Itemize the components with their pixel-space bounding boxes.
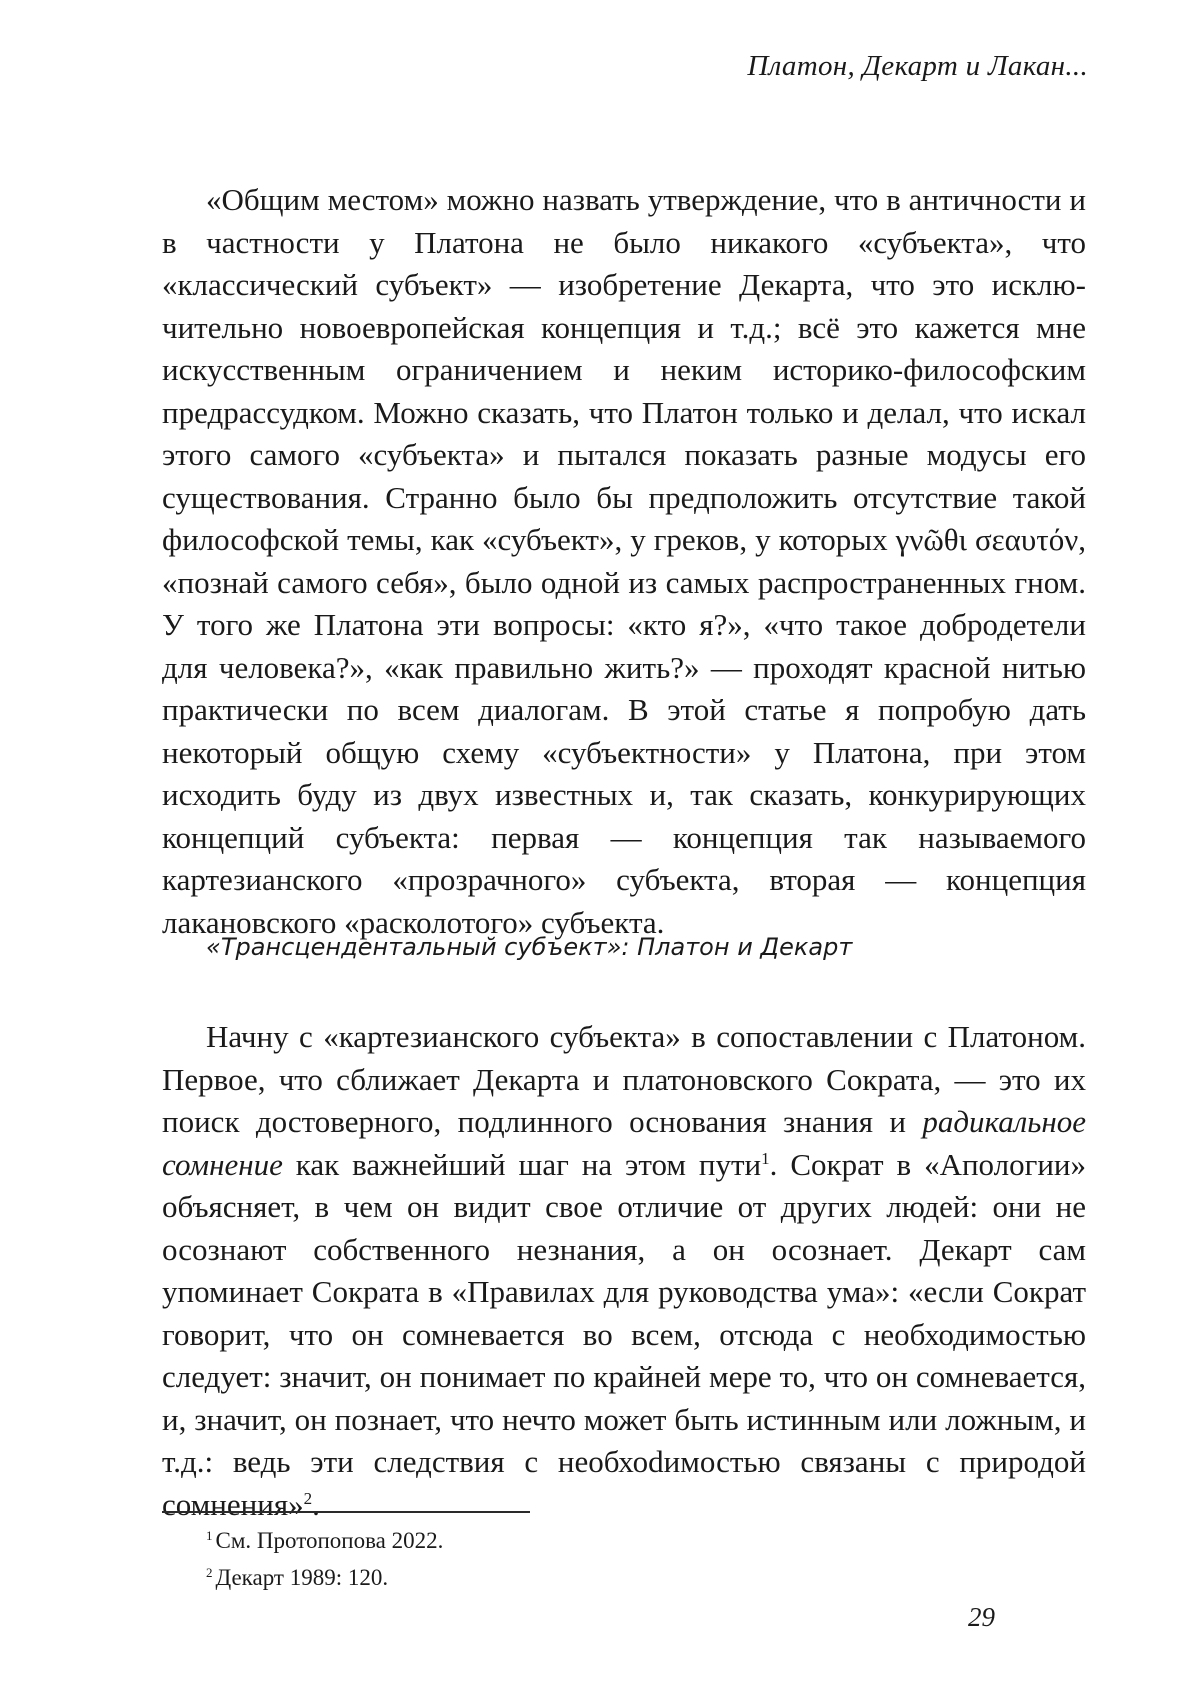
paragraph-text — [162, 1016, 1086, 1526]
footnote-mark: 1 — [206, 1528, 213, 1543]
paragraph-text-part: как важнейший шаг на этом пути — [282, 1146, 762, 1182]
page-number: 29 — [968, 1602, 995, 1632]
paragraph-text-part: . — [312, 1486, 320, 1522]
running-header: Платон, Декарт и Лакан... — [747, 50, 1088, 82]
paragraph-descartes — [162, 1016, 1086, 1526]
footnote-item — [206, 1524, 443, 1561]
paragraph-intro — [162, 179, 1086, 944]
footnote-text: См. Протопопова 2022. — [215, 1528, 444, 1553]
footnote-mark: 2 — [206, 1565, 213, 1580]
footnote-divider — [162, 1511, 530, 1513]
paragraph-text: «Общим местом» можно назвать утверждение, что в античности и в частности у Платона не было никакого «субъекта», что «классический субъект» — изобретение Декарта, что это исключительно новоевропейская концепция и т.д.; всё это кажется мне искусственным ограничением и неким историко-философским предрассудком. Можно сказать, что Платон только и делал, что искал этого самого «субъекта» и пытался показать разные модусы его существования. Странно было бы предположить отсутствие такой философской темы, как «субъект», у греков, у которых γνῶθι σεαυτόν, «познай самого себя», было одной из самых распространенных гном. У того же Платона эти вопросы: «кто я?», «что такое добродетели для человека?», «как правильно жить?» — проходят красной нитью практически по всем диалогам. В этой статье я попробую дать некоторый общую схему «субъектности» у Платона, при этом исходить буду из двух известных и, так сказать, конкурирующих концепций субъекта: первая — концепция так называемого картезианского «прозрачного» субъекта, вторая — концепция лакановского «расколотого» субъекта. — [162, 182, 1086, 940]
footnotes — [206, 1524, 443, 1598]
emphasis-text: радикальное сомнение — [162, 1104, 1086, 1182]
section-heading: «Трансцендентальный субъект»: Платон и Декарт — [206, 933, 853, 961]
footnote-ref-2[interactable]: 2 — [303, 1488, 313, 1508]
footnote-ref-1[interactable]: 1 — [761, 1148, 770, 1168]
footnote-item — [206, 1561, 443, 1598]
paragraph-text-part: . Сократ в «Апологии» объясняет, в чем он видит свое отличие от других людей: они не осознают собственного незнания, а он осознает. Декарт сам упоминает Сократа в «Правилах для руководства ума»: «если Сократ говорит, что он сомневается во всем, отсюда с необходимостью следует: значит, он понимает по крайней мере то, что он сомневается, и, значит, он познает, что нечто может быть истинным или ложным, и т.д.: ведь эти следствия с необхоdимостью связаны с природой сомнения» — [162, 1146, 1087, 1522]
paragraph-text-part: Начну с «картезианского субъекта» в сопоставлении с Платоном. Первое, что сближает Декарта и платоновского Сократа, — это их поиск достоверного, подлинного основания знания и — [162, 1019, 1086, 1139]
footnote-text: Декарт 1989: 120. — [215, 1565, 389, 1590]
